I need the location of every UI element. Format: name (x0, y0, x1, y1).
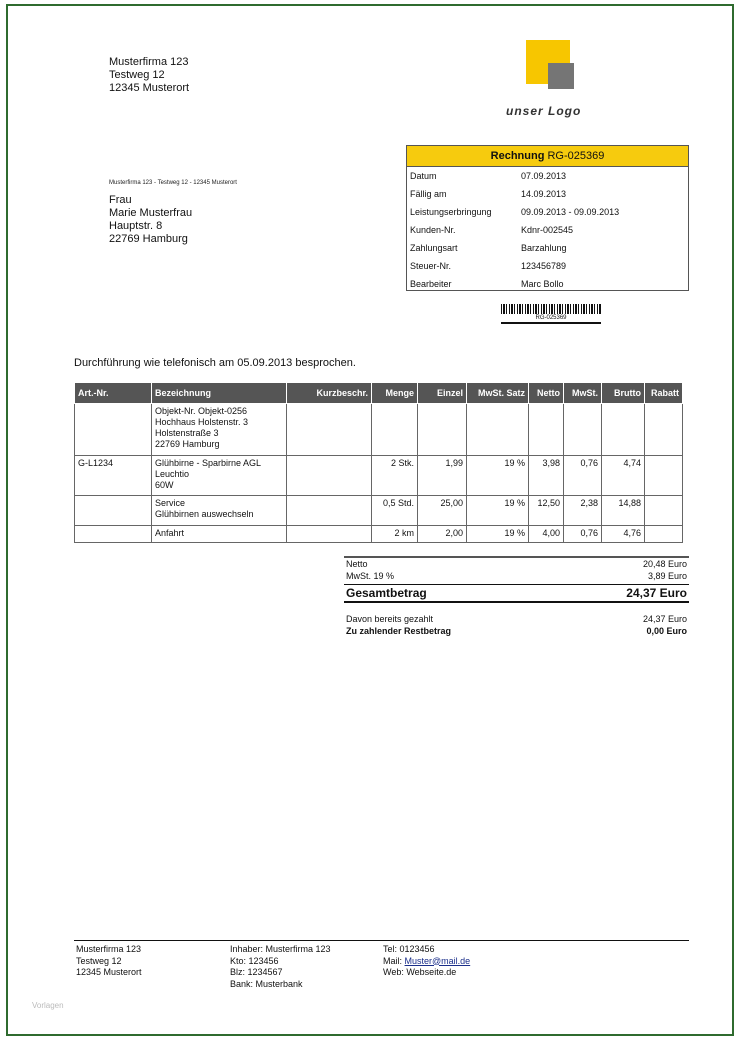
cell-netto: 4,00 (529, 526, 564, 543)
cell-kurzbeschr (287, 496, 372, 526)
col-header-kurzbeschr: Kurzbeschr. (287, 383, 372, 404)
cell-einzel: 25,00 (418, 496, 467, 526)
footer-divider (74, 940, 689, 941)
cell-mwst-satz (467, 404, 529, 456)
table-row (75, 456, 683, 496)
cell-brutto: 4,74 (602, 456, 645, 496)
cell-art-nr: G-L1234 (75, 456, 152, 496)
cell-mwst: 0,76 (564, 456, 602, 496)
bez-line: 60W (155, 480, 174, 490)
footer-mail-link[interactable]: Muster@mail.de (404, 955, 471, 966)
barcode-number: RG-025369 (535, 315, 567, 321)
totals-mwst-row (344, 570, 689, 582)
return-address-line: Musterfirma 123 - Testweg 12 - 12345 Musterort (109, 180, 237, 186)
recipient-line: 22769 Hamburg (109, 233, 188, 245)
cell-bezeichnung (152, 404, 287, 456)
bez-line: Glühbirnen auswechseln (155, 509, 254, 519)
cell-art-nr (75, 526, 152, 543)
info-row-due (407, 185, 688, 203)
totals-gesamt-label: Gesamtbetrag (346, 586, 427, 600)
cell-brutto: 14,88 (602, 496, 645, 526)
totals-netto-row (344, 558, 689, 570)
info-row-payment-method (407, 239, 688, 257)
footer-bank (230, 944, 331, 990)
cell-brutto (602, 404, 645, 456)
cell-mwst: 2,38 (564, 496, 602, 526)
totals-netto-label: Netto (346, 559, 368, 569)
recipient-address (109, 194, 192, 246)
cell-rabatt (645, 526, 683, 543)
intro-text: Durchführung wie telefonisch am 05.09.2013 besprochen. (74, 357, 356, 369)
sender-line: 12345 Musterort (109, 82, 190, 94)
col-header-menge: Menge (372, 383, 418, 404)
totals-paid-value: 24,37 Euro (642, 614, 687, 624)
sender-address (109, 56, 189, 95)
cell-netto: 12,50 (529, 496, 564, 526)
totals-netto-value: 20,48 Euro (642, 559, 687, 569)
footer-web: Web: Webseite.de (383, 967, 457, 977)
totals-mwst-label: MwSt. 19 % (346, 571, 395, 581)
bez-line: Anfahrt (155, 528, 185, 538)
totals-paid-row (344, 613, 689, 625)
footer-line: Kto: 123456 (230, 955, 279, 966)
invoice-info-box (406, 145, 689, 291)
footer-line: Musterfirma 123 (76, 944, 142, 954)
cell-mwst-satz: 19 % (467, 526, 529, 543)
bez-line: Hochhaus Holstenstr. 3 (155, 417, 249, 427)
info-value: 14.09.2013 (521, 189, 567, 199)
col-header-rabatt: Rabatt (645, 383, 683, 404)
info-value: 07.09.2013 (521, 171, 567, 181)
col-header-einzel: Einzel (418, 383, 467, 404)
line-items-table (74, 382, 683, 543)
info-value: Barzahlung (521, 243, 567, 253)
bez-line: Glühbirne - Sparbirne AGL (155, 458, 262, 468)
bez-line: Service (155, 498, 186, 508)
watermark: Vorlagen (32, 1001, 64, 1010)
logo-grey-square (548, 63, 574, 89)
cell-art-nr (75, 496, 152, 526)
totals-rest-row (344, 625, 689, 637)
footer-line: Bank: Musterbank (230, 978, 303, 989)
totals-section (344, 556, 689, 637)
cell-einzel: 1,99 (418, 456, 467, 496)
cell-bezeichnung (152, 526, 287, 543)
info-key: Zahlungsart (410, 243, 458, 253)
totals-rest-value: 0,00 Euro (646, 626, 687, 636)
totals-rest-label: Zu zahlender Restbetrag (346, 626, 452, 636)
cell-art-nr (75, 404, 152, 456)
cell-menge: 2 Stk. (372, 456, 418, 496)
bez-line: Objekt-Nr. Objekt-0256 (155, 406, 248, 416)
footer-line: Inhaber: Musterfirma 123 (230, 944, 331, 954)
cell-mwst-satz: 19 % (467, 496, 529, 526)
table-header-row (75, 383, 683, 404)
barcode-bars (501, 304, 601, 314)
info-row-date (407, 167, 688, 185)
cell-rabatt (645, 496, 683, 526)
totals-gesamt-value: 24,37 Euro (626, 586, 687, 600)
bez-line: Holstenstraße 3 (155, 428, 219, 438)
footer-mail-label: Mail: (383, 955, 403, 966)
cell-brutto: 4,76 (602, 526, 645, 543)
info-value: Marc Bollo (521, 279, 564, 289)
cell-kurzbeschr (287, 404, 372, 456)
cell-mwst (564, 404, 602, 456)
info-key: Fällig am (410, 189, 447, 199)
info-key: Leistungserbringung (410, 207, 492, 217)
cell-rabatt (645, 456, 683, 496)
footer-contact (383, 944, 470, 979)
info-key: Bearbeiter (410, 279, 452, 289)
col-header-netto: Netto (529, 383, 564, 404)
bez-line: 22769 Hamburg (155, 439, 220, 449)
cell-menge: 2 km (372, 526, 418, 543)
barcode (501, 304, 601, 330)
cell-einzel: 2,00 (418, 526, 467, 543)
totals-mwst-value: 3,89 Euro (647, 571, 687, 581)
cell-einzel (418, 404, 467, 456)
totals-gesamt-row (344, 584, 689, 603)
sender-line: Testweg 12 (109, 69, 165, 81)
table-row (75, 404, 683, 456)
cell-bezeichnung (152, 456, 287, 496)
cell-mwst-satz: 19 % (467, 456, 529, 496)
footer-line: 12345 Musterort (76, 967, 142, 977)
recipient-line: Frau (109, 194, 132, 206)
footer-line: Blz: 1234567 (230, 967, 283, 977)
cell-kurzbeschr (287, 526, 372, 543)
info-value: Kdnr-002545 (521, 225, 574, 235)
cell-bezeichnung (152, 496, 287, 526)
recipient-line: Hauptstr. 8 (109, 220, 163, 232)
cell-menge: 0,5 Std. (372, 496, 418, 526)
table-row (75, 526, 683, 543)
info-row-service-period (407, 203, 688, 221)
invoice-page (6, 4, 734, 1036)
sender-line: Musterfirma 123 (109, 56, 189, 68)
recipient-line: Marie Musterfrau (109, 207, 193, 219)
info-row-tax-number (407, 257, 688, 275)
cell-kurzbeschr (287, 456, 372, 496)
cell-netto: 3,98 (529, 456, 564, 496)
info-key: Kunden-Nr. (410, 225, 456, 235)
cell-mwst: 0,76 (564, 526, 602, 543)
cell-menge (372, 404, 418, 456)
invoice-title-label: Rechnung (490, 150, 545, 162)
invoice-number: RG-025369 (547, 150, 605, 162)
footer-tel: Tel: 0123456 (383, 944, 435, 954)
invoice-title (407, 146, 688, 167)
footer-mail (383, 956, 470, 968)
footer-line: Testweg 12 (76, 955, 122, 966)
cell-rabatt (645, 404, 683, 456)
bez-line: Leuchtio (155, 469, 190, 479)
table-row (75, 496, 683, 526)
cell-netto (529, 404, 564, 456)
totals-paid-label: Davon bereits gezahlt (346, 614, 434, 624)
info-value: 09.09.2013 - 09.09.2013 (521, 207, 620, 217)
info-row-clerk (407, 275, 688, 293)
info-value: 123456789 (521, 261, 567, 271)
col-header-bezeichnung: Bezeichnung (152, 383, 287, 404)
col-header-brutto: Brutto (602, 383, 645, 404)
company-logo (504, 40, 594, 124)
info-key: Steuer-Nr. (410, 261, 452, 271)
col-header-mwst: MwSt. (564, 383, 602, 404)
info-row-customer-number (407, 221, 688, 239)
footer-company (76, 944, 142, 979)
barcode-underline (501, 322, 601, 324)
info-key: Datum (410, 171, 437, 181)
logo-text: unser Logo (506, 104, 582, 118)
col-header-mwst-satz: MwSt. Satz (467, 383, 529, 404)
col-header-art-nr: Art.-Nr. (75, 383, 152, 404)
